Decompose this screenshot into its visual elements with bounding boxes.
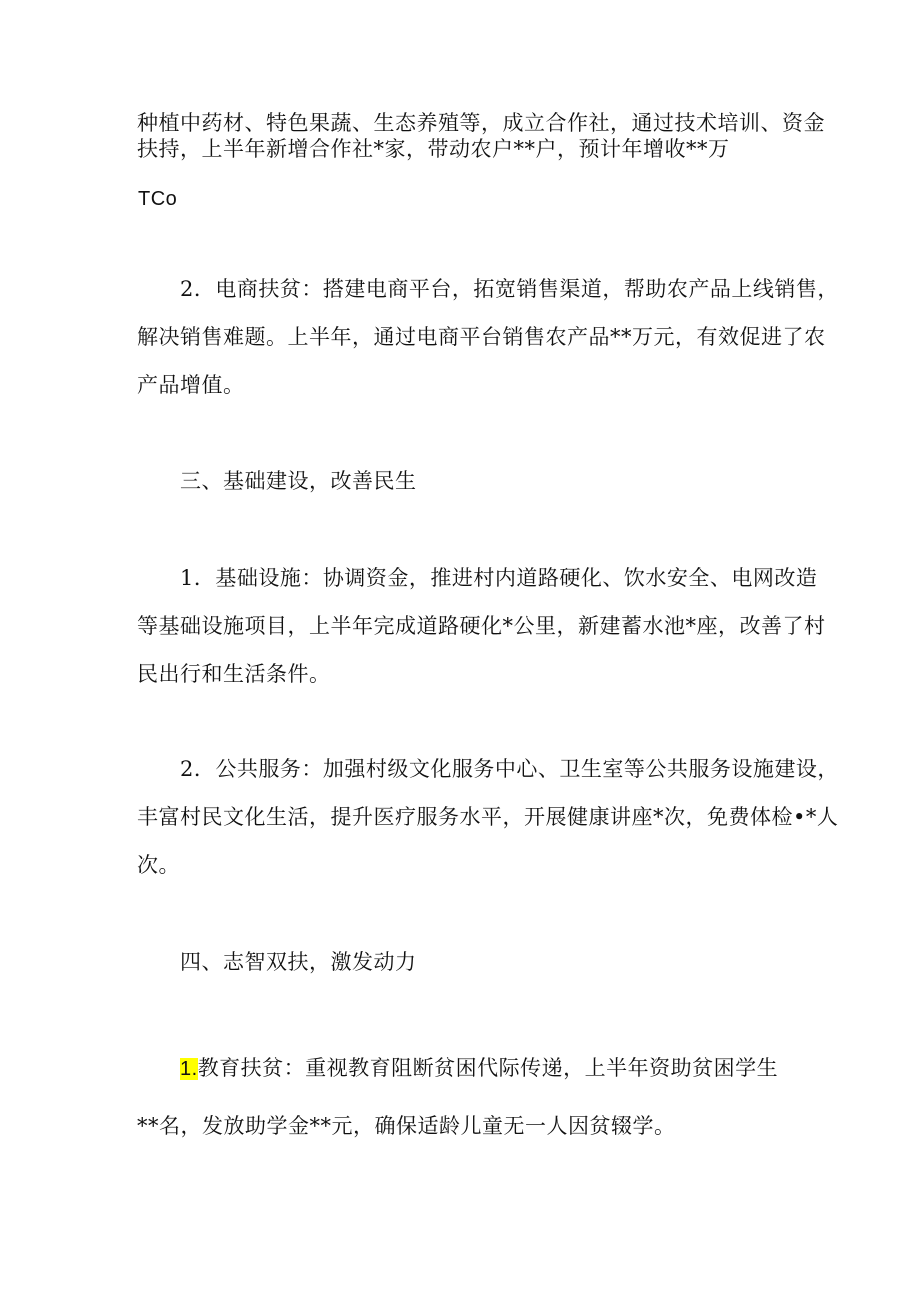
section-heading: 三、基础建设，改善民生 bbox=[180, 469, 417, 493]
paragraph-line: 民出行和生活条件。 bbox=[137, 662, 331, 686]
paragraph-line: 1．基础设施：协调资金，推进村内道路硬化、饮水安全、电网改造 bbox=[180, 566, 818, 590]
paragraph-line bbox=[180, 1053, 778, 1084]
paragraph-line: 扶持，上半年新增合作社*家，带动农户**户，预计年增收**万 bbox=[137, 137, 730, 161]
paragraph-text: 教育扶贫：重视教育阻断贫困代际传递，上半年资助贫困学生 bbox=[197, 1056, 779, 1080]
paragraph-line: 种植中药材、特色果蔬、生态养殖等，成立合作社，通过技术培训、资金 bbox=[137, 111, 825, 135]
paragraph-line: 等基础设施项目，上半年完成道路硬化*公里，新建蓄水池*座，改善了村 bbox=[137, 614, 826, 638]
paragraph-line: **名，发放助学金**元，确保适龄儿童无一人因贫辍学。 bbox=[137, 1114, 676, 1138]
paragraph-line: 2．公共服务：加强村级文化服务中心、卫生室等公共服务设施建设， bbox=[180, 757, 839, 781]
section-heading: 四、志智双扶，激发动力 bbox=[180, 950, 417, 974]
paragraph-line: 丰富村民文化生活，提升医疗服务水平，开展健康讲座*次，免费体检•*人 bbox=[137, 805, 839, 829]
paragraph-line: 次。 bbox=[137, 853, 180, 877]
paragraph-line: 解决销售难题。上半年，通过电商平台销售农产品**万元，有效促进了农 bbox=[137, 325, 826, 349]
highlighted-list-marker: 1. bbox=[180, 1058, 198, 1080]
paragraph-line: 2．电商扶贫：搭建电商平台，拓宽销售渠道，帮助农产品上线销售， bbox=[180, 277, 839, 301]
paragraph-line: TCo bbox=[138, 188, 178, 210]
paragraph-line: 产品增值。 bbox=[137, 373, 245, 397]
